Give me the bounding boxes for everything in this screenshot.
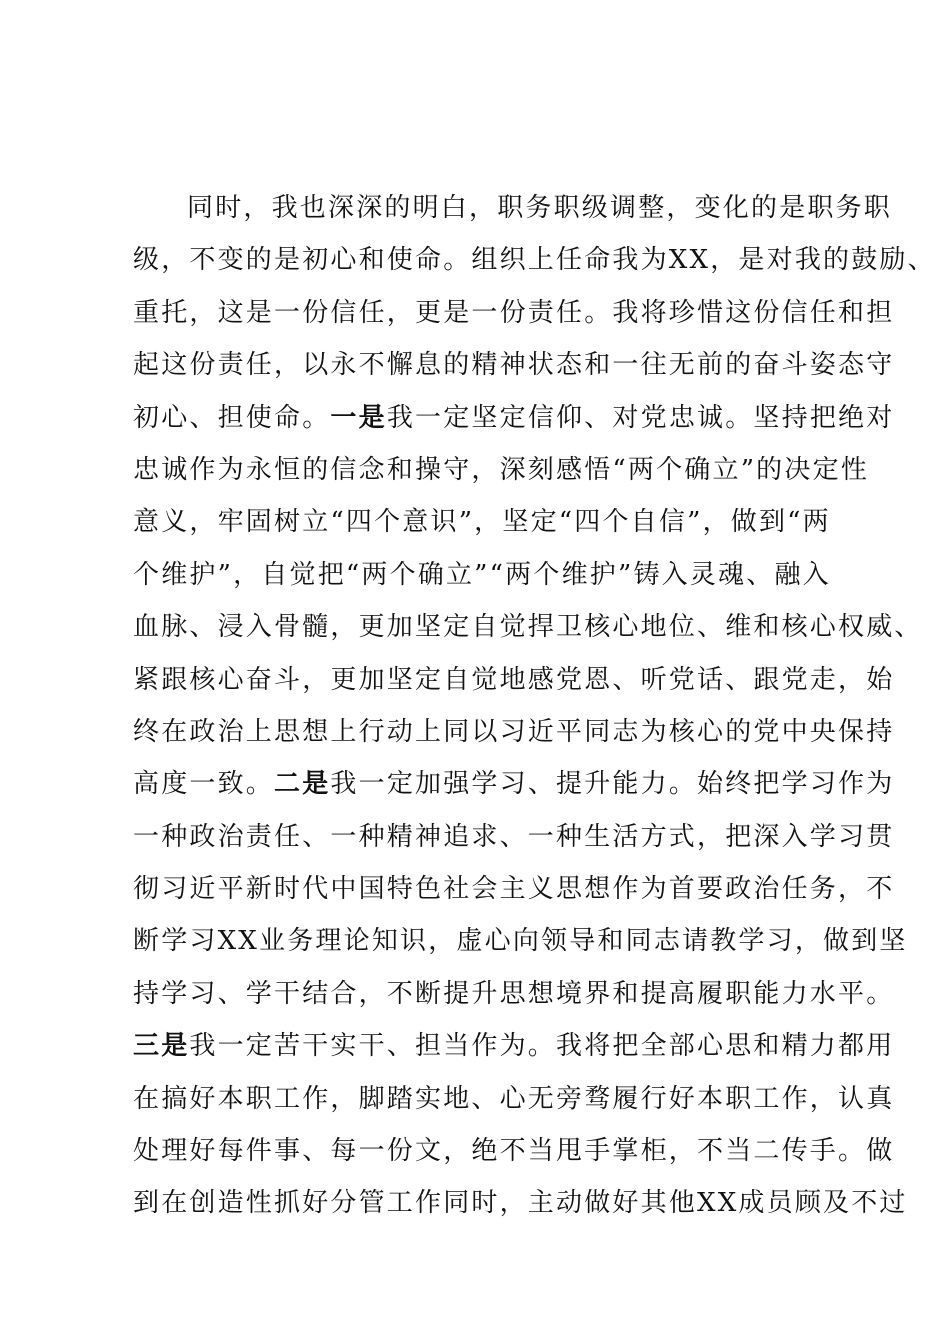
text-segment: 级，不变的是初心和使命。组织上任命我为XX，是对我的鼓励、 (133, 245, 936, 276)
text-line (133, 339, 895, 391)
text-segment: 重托，这是一份信任，更是一份责任。我将珍惜这份信任和担 (133, 297, 895, 328)
text-segment: 彻习近平新时代中国特色社会主义思想作为首要政治任务，不 (133, 874, 895, 905)
text-line (133, 1020, 895, 1072)
text-line (133, 863, 895, 915)
text-line (133, 182, 893, 234)
text-segment: 一种政治责任、一种精神追求、一种生活方式，把深入学习贯 (133, 821, 895, 852)
text-segment: 断学习XX业务理论知识，虚心向领导和同志请教学习，做到坚 (133, 926, 908, 957)
text-line (133, 1073, 895, 1125)
text-line (133, 496, 831, 548)
text-segment: 初心、担使命。 (133, 402, 331, 433)
text-line (133, 444, 869, 496)
text-line (133, 1177, 908, 1229)
text-line (133, 287, 895, 339)
text-line (133, 706, 895, 758)
text-line (133, 549, 831, 601)
text-segment: 我一定坚定信仰、对党忠诚。坚持把绝对 (386, 402, 895, 433)
bold-lead-phrase: 三是 (133, 1031, 190, 1062)
bold-lead-phrase: 二是 (274, 769, 331, 800)
text-segment: 到在创造性抓好分管工作同时，主动做好其他XX成员顾及不过 (133, 1188, 908, 1219)
text-line (133, 811, 895, 863)
text-segment: 终在政治上思想上行动上同以习近平同志为核心的党中央保持 (133, 716, 895, 747)
text-segment: 忠诚作为永恒的信念和操守，深刻感悟“两个确立”的决定性 (133, 454, 869, 485)
text-line (133, 234, 936, 286)
text-segment: 个维护”，自觉把“两个确立”“两个维护”铸入灵魂、融入 (133, 559, 831, 590)
text-segment: 持学习、学干结合，不断提升思想境界和提高履职能力水平。 (133, 978, 895, 1009)
text-line (133, 601, 923, 653)
text-line (133, 1125, 895, 1177)
text-line (133, 392, 895, 444)
text-segment: 起这份责任，以永不懈息的精神状态和一往无前的奋斗姿态守 (133, 350, 895, 381)
text-segment: 在搞好本职工作，脚踏实地、心无旁骛履行好本职工作，认真 (133, 1083, 895, 1114)
text-segment: 高度一致。 (133, 769, 275, 800)
text-line (133, 915, 908, 967)
text-segment: 处理好每件事、每一份文，绝不当甩手掌柜，不当二传手。做 (133, 1136, 895, 1167)
text-segment: 意义，牢固树立“四个意识”，坚定“四个自信”，做到“两 (133, 507, 831, 538)
text-segment: 我一定加强学习、提升能力。始终把学习作为 (330, 769, 895, 800)
text-segment: 我一定苦干实干、担当作为。我将把全部心思和精力都用 (189, 1031, 895, 1062)
bold-lead-phrase: 一是 (330, 402, 387, 433)
text-line (133, 758, 895, 810)
text-segment: 血脉、浸入骨髓，更加坚定自觉捍卫核心地位、维和核心权威、 (133, 612, 923, 643)
text-segment: 同时，我也深深的明白，职务职级调整，变化的是职务职 (187, 193, 893, 223)
body-paragraph (133, 182, 936, 1230)
text-line (133, 968, 895, 1020)
text-line (133, 654, 895, 706)
text-segment: 紧跟核心奋斗，更加坚定自觉地感党恩、听党话、跟党走，始 (133, 664, 895, 695)
